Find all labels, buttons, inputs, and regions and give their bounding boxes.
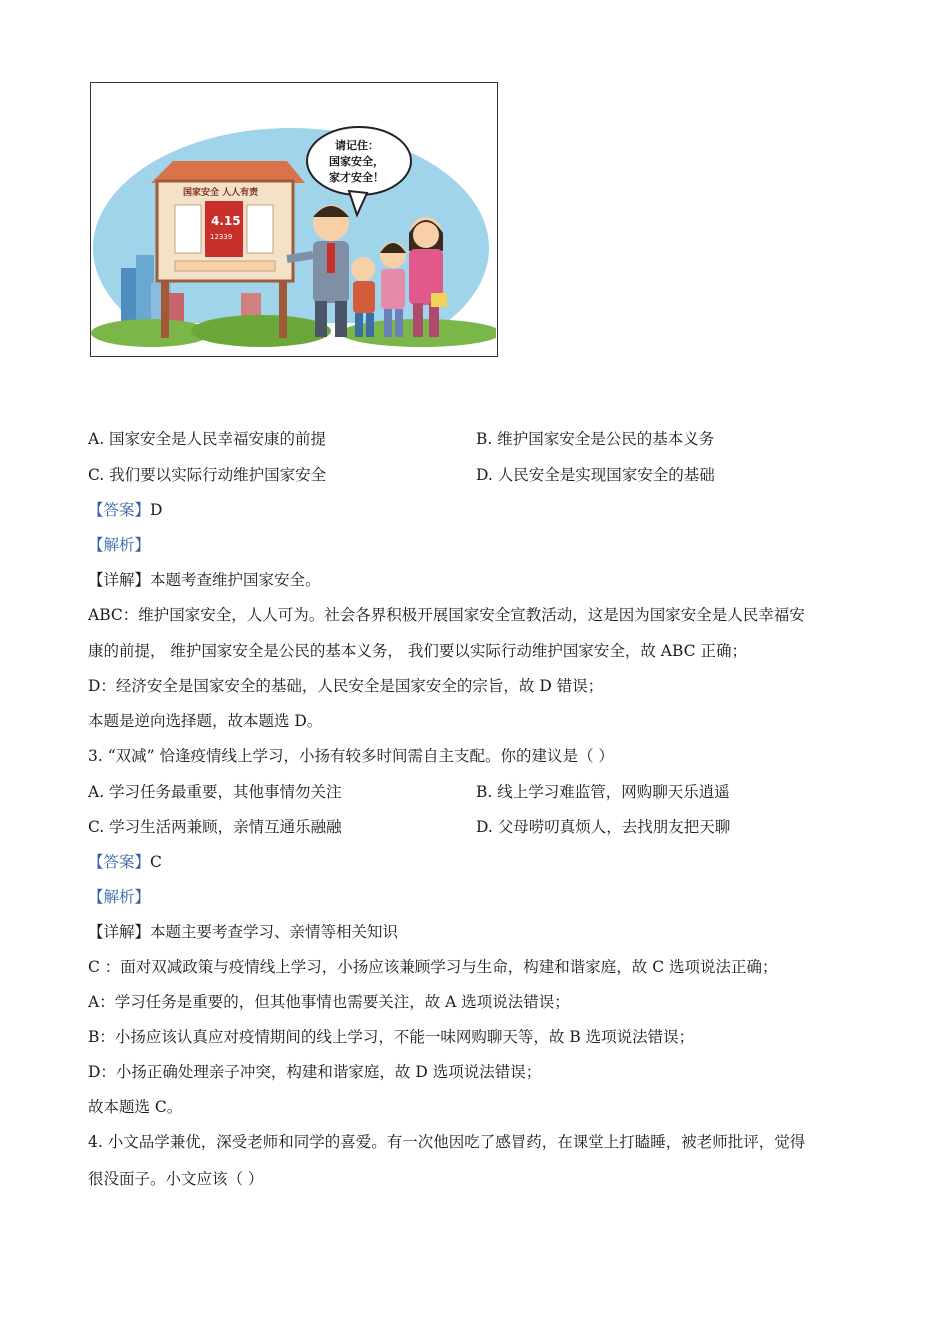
option-c: C. 学习生活两兼顾，亲情互通乐融融 (88, 818, 342, 836)
question-stem: 3. “双减” 恰逢疫情线上学习，小扬有较多时间需自主支配。你的建议是（ ） (88, 747, 614, 765)
bubble-line1: 请记住： (335, 139, 379, 152)
answer-row (88, 500, 162, 520)
option-b: B. 维护国家安全是公民的基本义务 (476, 430, 715, 448)
conclusion: 本题是逆向选择题，故本题选 D。 (88, 712, 323, 730)
answer-value: C (150, 853, 162, 871)
answer-row (88, 852, 162, 872)
answer-tag: 【答案】 (88, 501, 151, 519)
option-b: B. 线上学习难监管，网购聊天乐逍遥 (476, 783, 730, 801)
analysis-tag: 【解析】 (88, 536, 151, 554)
conclusion: 故本题选 C。 (88, 1098, 183, 1116)
national-security-cartoon (90, 82, 498, 357)
explanation-line: C ：面对双减政策与疫情线上学习，小扬应该兼顾学习与生命，构建和谐家庭，故 C 选项说法正确； (88, 958, 778, 976)
analysis-tag: 【解析】 (88, 888, 151, 906)
explanation-line: ABC：维护国家安全，人人可为。社会各界积极开展国家安全宣教活动，这是因为国家安全是人民幸福安 (88, 606, 805, 624)
detail-heading: 【详解】本题主要考查学习、亲情等相关知识 (88, 923, 399, 941)
question-stem-continued: 很没面子。小文应该（ ） (88, 1170, 264, 1188)
bubble-line3: 家才安全！ (329, 171, 384, 184)
sign-title: 国家安全 人人有责 (183, 188, 259, 198)
option-d: D. 父母唠叨真烦人，去找朋友把天聊 (476, 818, 731, 836)
explanation-line: D：小扬正确处理亲子冲突，构建和谐家庭，故 D 选项说法错误； (88, 1063, 542, 1081)
option-a: A. 国家安全是人民幸福安康的前提 (88, 430, 327, 448)
poster-number: 4.15 (211, 214, 241, 228)
explanation-line: 康的前提， 维护国家安全是公民的基本义务， 我们要以实际行动维护国家安全，故 ABC 正确； (88, 642, 747, 660)
bubble-line2: 国家安全， (329, 155, 384, 168)
explanation-line: D：经济安全是国家安全的基础，人民安全是国家安全的宗旨，故 D 错误； (88, 677, 604, 695)
answer-value: D (150, 501, 163, 519)
option-c: C. 我们要以实际行动维护国家安全 (88, 466, 327, 484)
poster-phone: 12339 (210, 233, 233, 241)
explanation-line: B：小扬应该认真应对疫情期间的线上学习，不能一味网购聊天等，故 B 选项说法错误； (88, 1028, 695, 1046)
question-stem: 4. 小文品学兼优，深受老师和同学的喜爱。有一次他因吃了感冒药，在课堂上打瞌睡，被老师批评，觉得 (88, 1133, 806, 1151)
option-a: A. 学习任务最重要，其他事情勿关注 (88, 783, 342, 801)
detail-heading: 【详解】本题考查维护国家安全。 (88, 571, 321, 589)
explanation-line: A：学习任务是重要的，但其他事情也需要关注，故 A 选项说法错误； (88, 993, 570, 1011)
option-d: D. 人民安全是实现国家安全的基础 (476, 466, 715, 484)
answer-tag: 【答案】 (88, 853, 151, 871)
